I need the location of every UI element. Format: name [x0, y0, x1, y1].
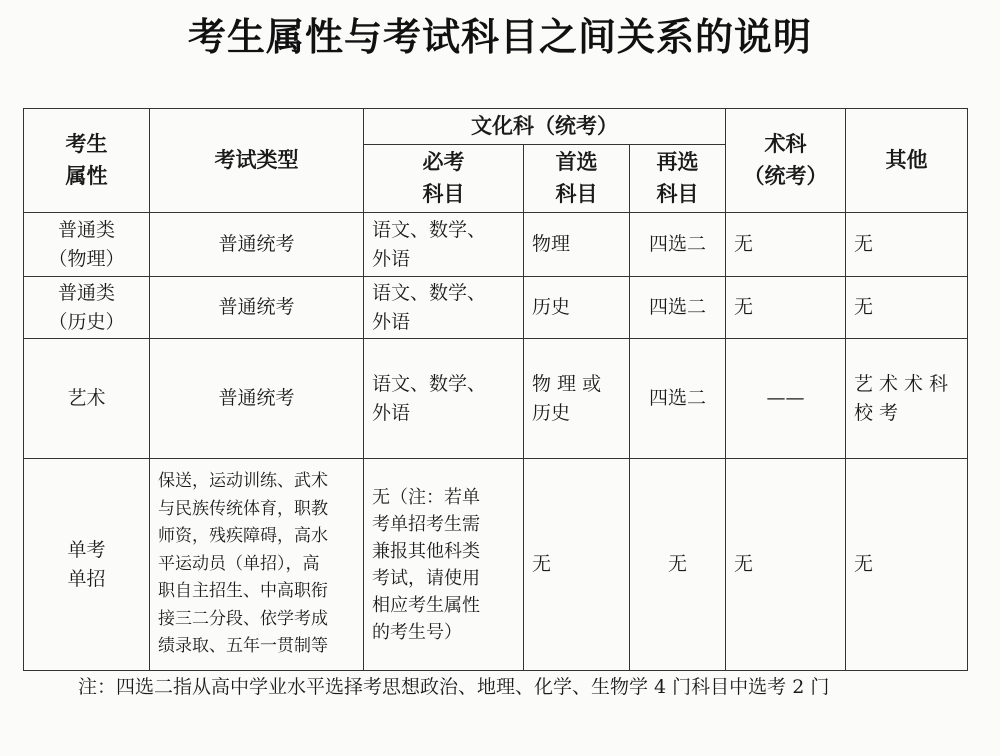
row-other: 无	[846, 277, 968, 339]
row-second: 四选二	[630, 339, 726, 459]
footnote: 注：四选二指从高中学业水平选择考思想政治、地理、化学、生物学 4 门科目中选考 2 门	[78, 676, 830, 698]
row-art: 无	[726, 213, 846, 277]
row-exam-type: 普通统考	[150, 339, 364, 459]
header-required: 必考 科目	[364, 145, 524, 213]
row-required: 语文、数学、 外语	[364, 213, 524, 277]
row-exam-type: 普通统考	[150, 277, 364, 339]
header-attr: 考生 属性	[24, 109, 150, 213]
row-first: 物理	[524, 213, 630, 277]
table-row	[24, 339, 968, 459]
table-row	[24, 277, 968, 339]
page-title: 考生属性与考试科目之间关系的说明	[187, 15, 812, 59]
row-attr: 普通类 （历史）	[24, 277, 150, 339]
row-required: 语文、数学、 外语	[364, 339, 524, 459]
row-exam-type: 普通统考	[150, 213, 364, 277]
subject-relation-table	[23, 108, 968, 671]
row-attr: 单考 单招	[24, 459, 150, 671]
header-culture: 文化科（统考）	[364, 109, 726, 145]
row-attr: 艺术	[24, 339, 150, 459]
row-required: 无（注：若单 考单招考生需 兼报其他科类 考试，请使用 相应考生属性 的考生号）	[364, 459, 524, 671]
row-second: 四选二	[630, 213, 726, 277]
row-other: 艺术术科 校考	[846, 339, 968, 459]
row-art: 无	[726, 277, 846, 339]
row-art: ——	[726, 339, 846, 459]
row-other: 无	[846, 459, 968, 671]
row-art: 无	[726, 459, 846, 671]
row-first: 无	[524, 459, 630, 671]
row-exam-type: 保送，运动训练、武术 与民族传统体育，职教 师资，残疾障碍，高水 平运动员（单招），高 职自主招生、中高职衔 接三二分段、依学考成 绩录取、五年一贯制等	[150, 459, 364, 671]
header-other: 其他	[846, 109, 968, 213]
row-first: 物 理 或 历史	[524, 339, 630, 459]
header-exam-type: 考试类型	[150, 109, 364, 213]
header-row-1	[24, 109, 968, 145]
header-second: 再选 科目	[630, 145, 726, 213]
header-art: 术科 （统考）	[726, 109, 846, 213]
header-first: 首选 科目	[524, 145, 630, 213]
row-other: 无	[846, 213, 968, 277]
row-second: 无	[630, 459, 726, 671]
table-row	[24, 459, 968, 671]
row-second: 四选二	[630, 277, 726, 339]
row-required: 语文、数学、 外语	[364, 277, 524, 339]
row-first: 历史	[524, 277, 630, 339]
row-attr: 普通类 （物理）	[24, 213, 150, 277]
table-row	[24, 213, 968, 277]
